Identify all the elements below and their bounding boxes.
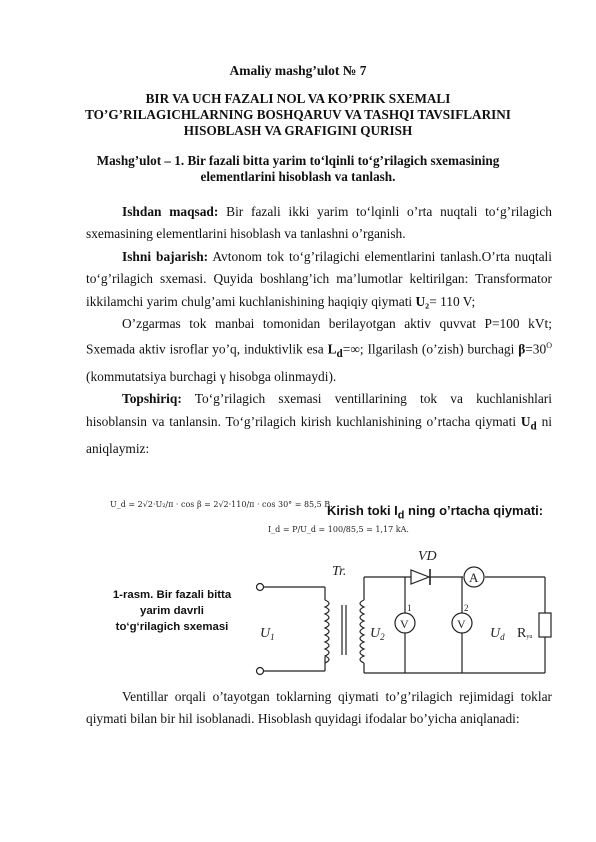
body-text [86,201,552,460]
ud-label: $U_d$ [490,626,505,642]
kirish-text-b: ning o’rtacha qiymati: [404,503,544,518]
formula-ud: U_d = 2√2·U₂/π · cos β = 2√2·110/π · cos 30° = 85,5 B. [110,500,333,509]
params-text-d: (kommutatsiya burchagi γ hisobga olinmaydi). [86,368,337,384]
u2-symbol: U₂ [415,293,430,309]
ld-sub: d [336,348,343,361]
r-label: Ryu [517,626,533,641]
rectifier-circuit-diagram [240,545,570,680]
goal-text: Bir fazali ikki yarim to‘lqinli o’rta nuqtali to‘g’rilagich sxemasining elementlarini hisoblash va tanlashni o’rganish. [86,204,553,242]
ud-symbol: U [520,413,531,429]
primary-coil [325,600,329,663]
diode-label: VD [418,549,437,564]
u2-label: $U_2$ [370,626,385,642]
ammeter [464,567,484,587]
kirish-sub: d [397,509,405,522]
task-text: To‘g’rilagich sxemasi ventillarining tok va kuchlanishlari hisoblansin va tanlansin. To‘g’rilagich kirish kuchlanishining o’rtacha qiymati [86,391,552,429]
terminal-bottom [257,668,264,675]
voltmeter-2 [452,613,472,633]
voltmeter-1-label: V [400,617,409,631]
transformer-label: Tr. [332,564,347,579]
node-1-label: 1 [407,603,412,613]
final-paragraph [86,686,552,731]
kirish-text-a: Kirish toki I [327,503,398,518]
degree-mark: O [546,341,552,351]
secondary-coil [360,600,364,663]
task-label: Topshiriq: [122,391,182,407]
work-paragraph [86,246,552,313]
params-text-b: =∞; Ilgarilash (o’zish) burchagi [342,341,519,357]
u2-value: = 110 V; [429,293,476,309]
voltmeter-1 [395,613,415,633]
exercise-title: Mashg’ulot – 1. Bir fazali bitta yarim to‘lqinli to‘g’rilagich sxemasining elementlarini hisoblash va tanlash. [96,153,500,184]
beta-symbol: β [518,341,526,357]
ld-symbol: L [327,341,337,357]
u1-label: $U_1$ [260,626,275,642]
node-2-label: 2 [464,603,469,613]
section-title: BIR VA UCH FAZALI NOL VA KO’PRIK SXEMALI TO’G’RILAGICHLARNING BOSHQARUV VA TASHQI TAVSIFLARINI HISOBLASH VA GRAFIGINI QURISH [85,91,511,138]
terminal-top [257,584,264,591]
ammeter-label: A [469,570,479,585]
final-text: Ventillar orqali o’tayotgan toklarning qiymati to’g’rilagich rejimidagi toklar qiymati bilan bir hil isoblanadi. Hisoblash quyidagi ifodalar bo’yicha aniqlanadi: [86,689,552,727]
ud-sub: d [530,420,537,433]
goal-paragraph [86,201,552,246]
params-text-c: =30 [525,341,547,357]
diode-vd [411,569,433,585]
page-title: Amaliy mashg’ulot № 7 [229,63,367,78]
figure-caption: 1-rasm. Bir fazali bitta yarim davrli to‘g‘rilagich sxemasi [112,589,232,633]
task-paragraph [86,388,552,460]
work-text: Avtonom tok to‘g’rilagichi elementlarini tanlash.O’rta nuqtali to‘g’rilagich sxemasi. Quyida boshlang’ich ma’lumotlar keltirilgan: Transformator ikkilamchi yarim chulg’ami kuchlanishining haqiqiy qiymati [86,248,552,309]
input-current-heading [327,503,543,522]
goal-label: Ishdan maqsad: [122,204,219,219]
params-paragraph [86,313,552,388]
voltmeter-2-label: V [457,617,466,631]
load-resistor [539,613,551,637]
formula-id: I_d = P/U_d = 100/85,5 = 1,17 kA. [268,525,409,534]
task-end: ni aniqlaymiz: [86,413,552,456]
params-text-a: O’zgarmas tok manbai tomonidan berilayotgan aktiv quvvat P=100 kVt; Sxemada aktiv isroflar yo’q, induktivlik esa [86,316,552,357]
work-label: Ishni bajarish: [122,248,209,264]
